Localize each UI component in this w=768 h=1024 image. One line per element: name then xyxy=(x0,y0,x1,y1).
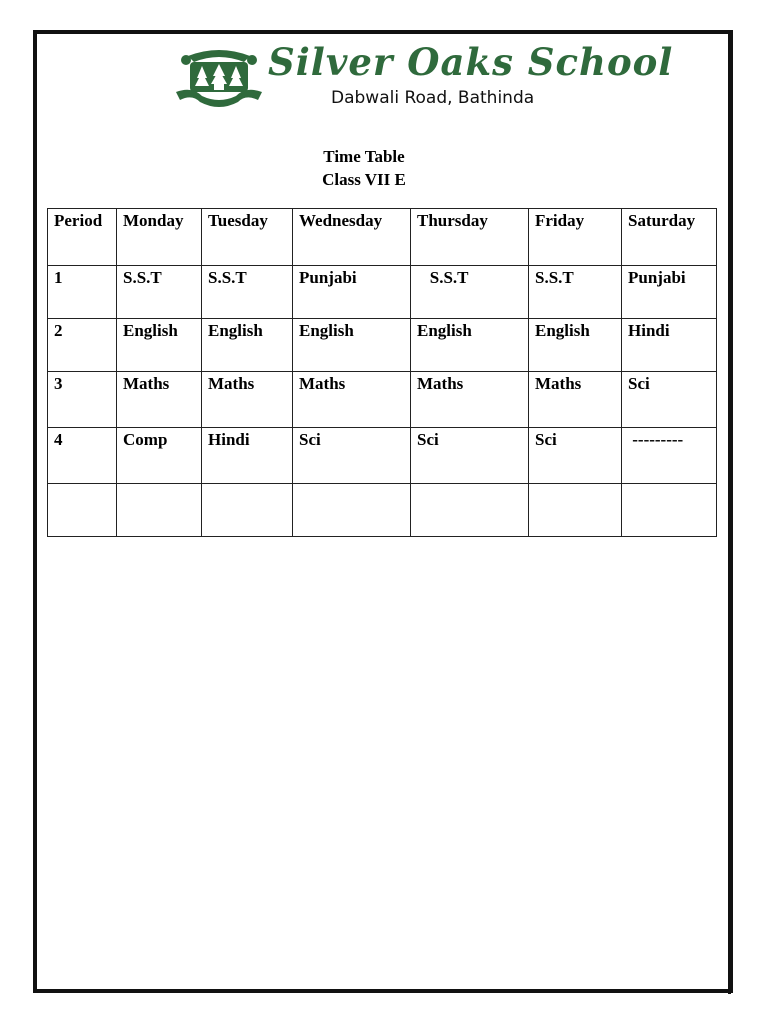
school-address: Dabwali Road, Bathinda xyxy=(331,88,535,108)
table-cell: 2 xyxy=(48,319,117,372)
table-cell xyxy=(48,484,117,537)
table-cell: 1 xyxy=(48,266,117,319)
column-header: Thursday xyxy=(411,209,529,266)
table-cell xyxy=(529,484,622,537)
table-cell: S.S.T xyxy=(411,266,529,319)
table-cell xyxy=(202,484,293,537)
column-header: Saturday xyxy=(622,209,717,266)
table-cell: Hindi xyxy=(622,319,717,372)
table-cell xyxy=(293,484,411,537)
table-cell: Sci xyxy=(529,428,622,484)
table-cell xyxy=(411,484,529,537)
table-cell: English xyxy=(293,319,411,372)
letterhead xyxy=(0,0,768,120)
table-cell: Maths xyxy=(117,372,202,428)
table-cell: Comp xyxy=(117,428,202,484)
document-title xyxy=(0,145,728,191)
table-cell: Maths xyxy=(411,372,529,428)
table-cell: Maths xyxy=(529,372,622,428)
table-cell xyxy=(117,484,202,537)
table-cell xyxy=(622,484,717,537)
table-row xyxy=(48,319,717,372)
column-header: Period xyxy=(48,209,117,266)
table-cell: Punjabi xyxy=(293,266,411,319)
table-cell: Hindi xyxy=(202,428,293,484)
column-header: Friday xyxy=(529,209,622,266)
table-row xyxy=(48,372,717,428)
table-row-empty xyxy=(48,484,717,537)
page-border-double-line xyxy=(728,30,731,994)
school-name: Silver Oaks School xyxy=(268,40,674,84)
table-cell: English xyxy=(202,319,293,372)
table-cell: 3 xyxy=(48,372,117,428)
table-cell: S.S.T xyxy=(202,266,293,319)
table-cell: Sci xyxy=(622,372,717,428)
column-header: Wednesday xyxy=(293,209,411,266)
table-cell: English xyxy=(529,319,622,372)
title-line-class: Class VII E xyxy=(322,170,406,189)
table-cell: --------- xyxy=(622,428,717,484)
table-cell: Sci xyxy=(411,428,529,484)
table-row xyxy=(48,266,717,319)
table-cell: English xyxy=(411,319,529,372)
timetable xyxy=(47,208,717,537)
table-cell: English xyxy=(117,319,202,372)
table-cell: 4 xyxy=(48,428,117,484)
table-cell: S.S.T xyxy=(117,266,202,319)
school-crest-pine-trees-icon xyxy=(172,42,266,110)
table-cell: Sci xyxy=(293,428,411,484)
table-cell: Maths xyxy=(293,372,411,428)
column-header: Tuesday xyxy=(202,209,293,266)
title-line-timetable: Time Table xyxy=(323,147,405,166)
table-row xyxy=(48,428,717,484)
table-header-row xyxy=(48,209,717,266)
table-cell: S.S.T xyxy=(529,266,622,319)
table-cell: Punjabi xyxy=(622,266,717,319)
table-cell: Maths xyxy=(202,372,293,428)
column-header: Monday xyxy=(117,209,202,266)
